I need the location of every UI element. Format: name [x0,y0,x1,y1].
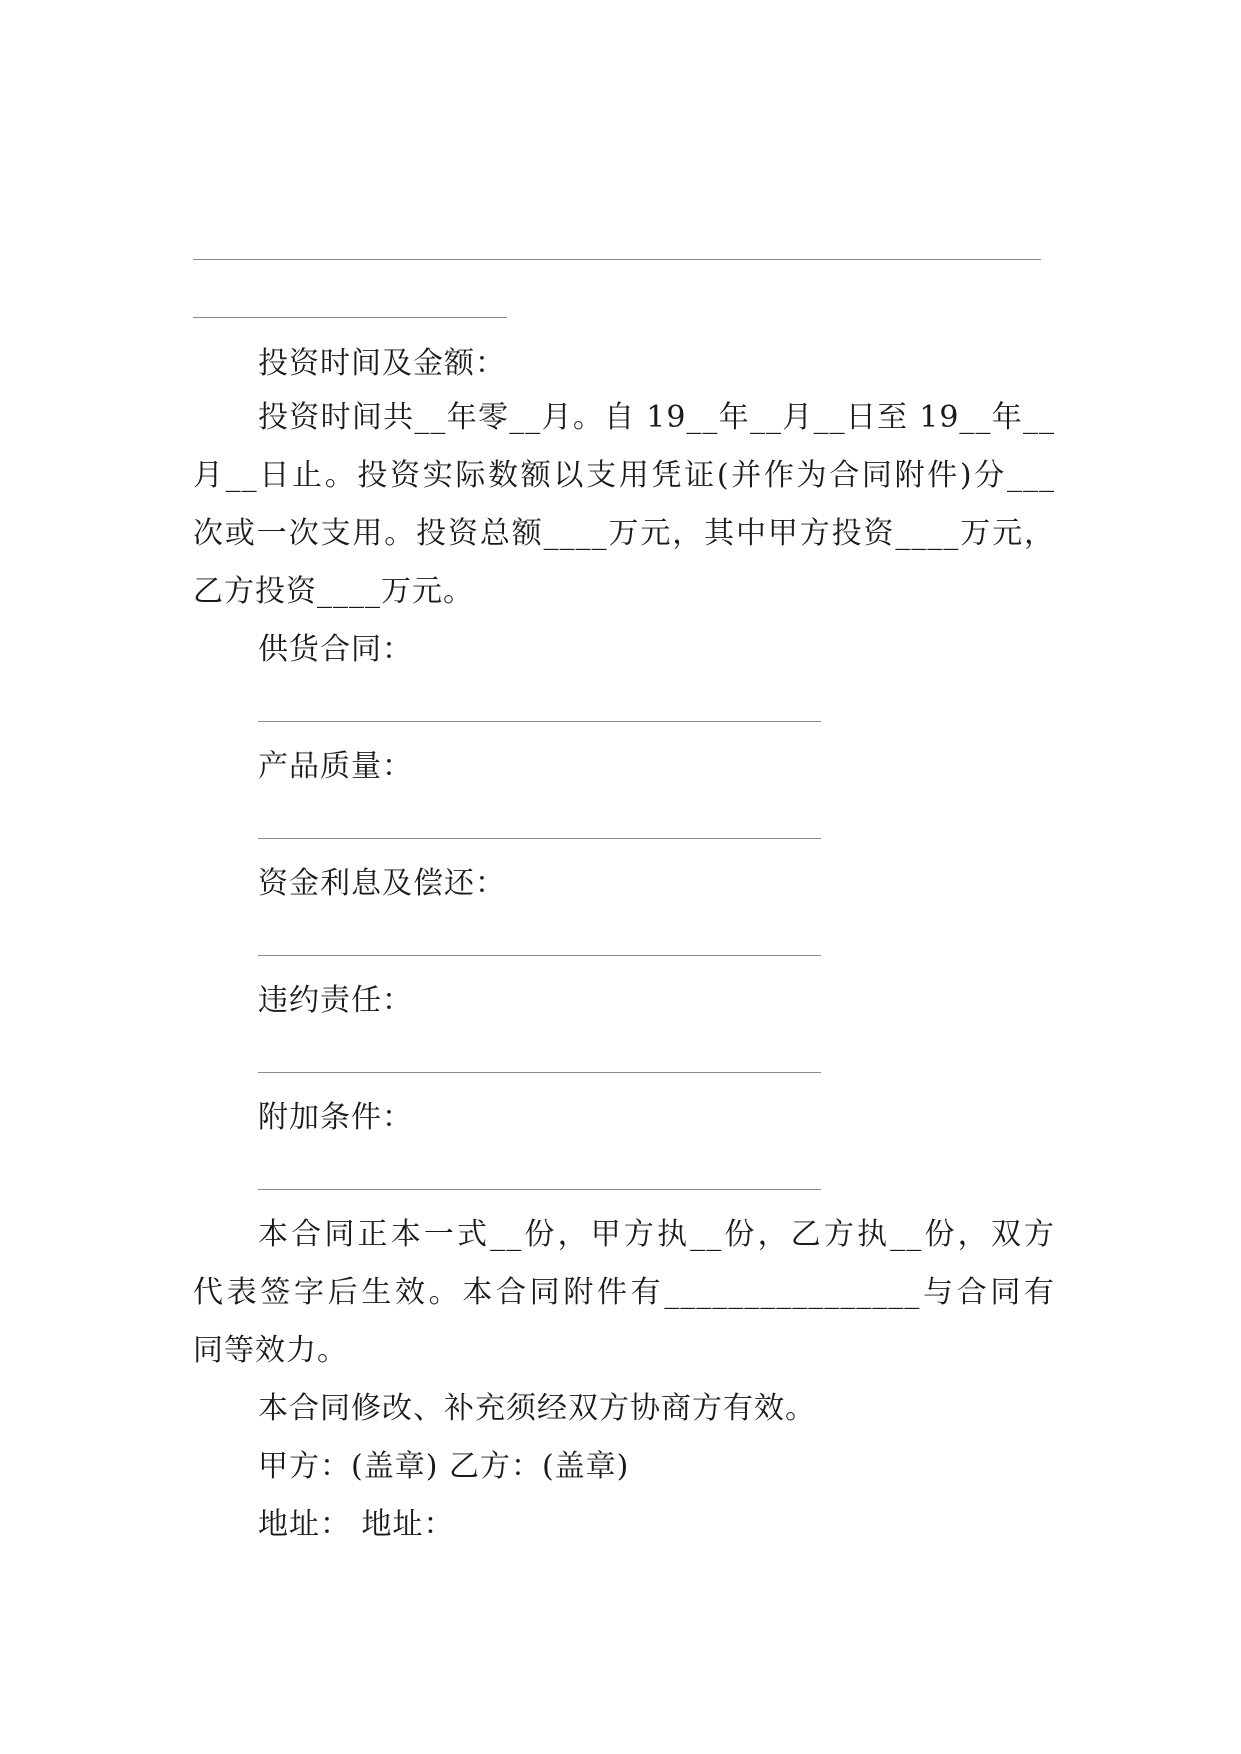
paragraph-line: 本合同修改、补充须经双方协商方有效。 [258,1391,816,1426]
blank-line [258,955,821,956]
paragraph-line: 同等效力。 [193,1333,348,1368]
blank-line [258,1072,821,1073]
blank-line [258,1189,821,1190]
blank-line [258,721,821,722]
signature-line: 甲方：(盖章) 乙方：(盖章) [258,1449,630,1484]
section-heading-supply-contract: 供货合同： [258,632,413,667]
blank-line [258,838,821,839]
paragraph-line: 代表签字后生效。本合同附件有________________与合同有 [193,1275,1055,1310]
section-heading-investment: 投资时间及金额： [258,346,506,381]
paragraph-line: 投资时间共__年零__月。自 19__年__月__日至 19__年__ [258,400,1055,435]
section-heading-product-quality: 产品质量： [258,749,413,784]
paragraph-line: 月__日止。投资实际数额以支用凭证(并作为合同附件)分___ [193,458,1055,493]
blank-line [193,317,507,318]
paragraph-line: 乙方投资____万元。 [193,574,474,609]
section-heading-liability: 违约责任： [258,983,413,1018]
section-heading-interest-repayment: 资金利息及偿还： [258,866,506,901]
section-heading-additional-terms: 附加条件： [258,1100,413,1135]
paragraph-line: 本合同正本一式__份，甲方执__份，乙方执__份，双方 [258,1217,1055,1252]
paragraph-line: 次或一次支用。投资总额____万元，其中甲方投资____万元， [193,516,1055,551]
address-line: 地址： 地址： [258,1507,455,1542]
blank-line [193,259,1041,260]
